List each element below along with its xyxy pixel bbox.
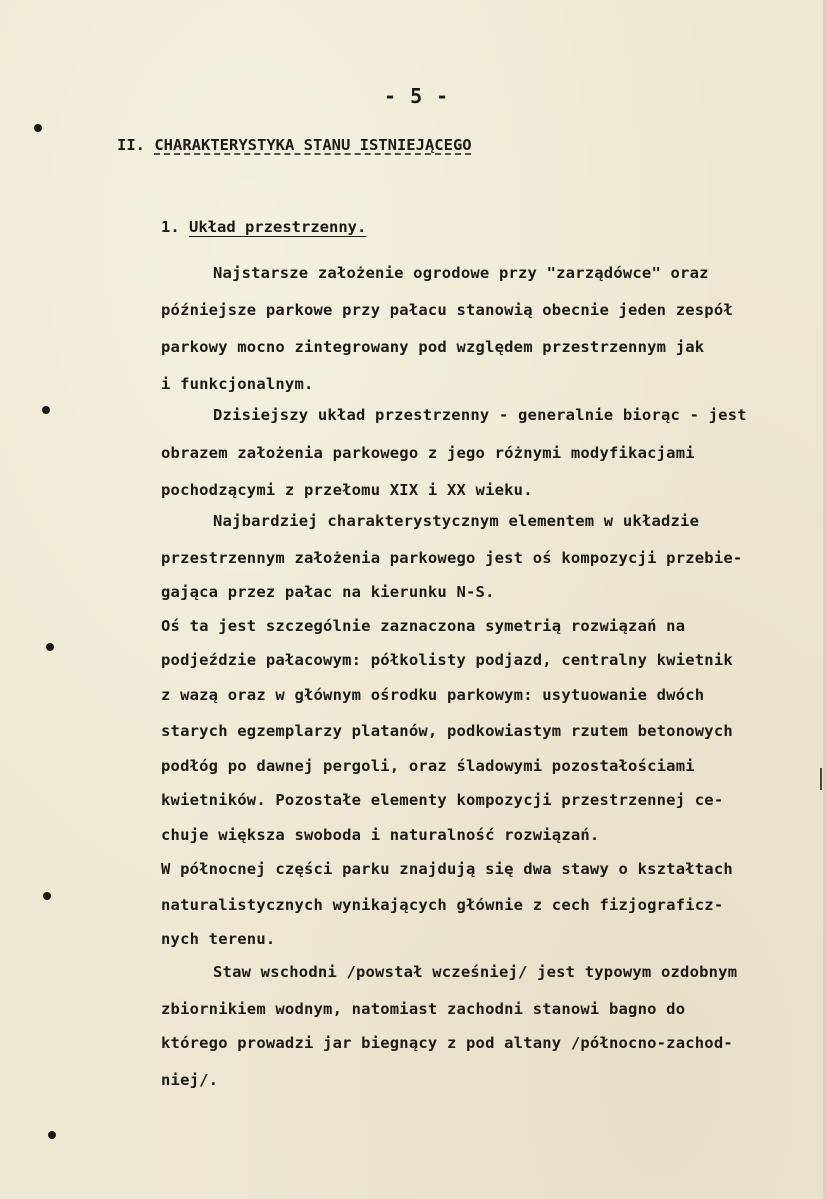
margin-mark — [820, 768, 822, 790]
text-line: z wazą oraz w głównym ośrodku parkowym: usytuowanie dwóch — [161, 686, 705, 704]
text-line: Oś ta jest szczególnie zaznaczona symetrią rozwiązań na — [161, 617, 686, 635]
text-line: Staw wschodni /powstał wcześniej/ jest typowym ozdobnym — [213, 963, 738, 981]
text-line: podjeździe pałacowym: półkolisty podjazd, centralny kwietnik — [161, 651, 733, 669]
punch-hole-mark — [46, 643, 54, 651]
section-number: II. — [117, 136, 145, 154]
section-title: CHARAKTERYSTYKA STANU ISTNIEJĄCEGO — [154, 136, 472, 154]
punch-hole-mark — [43, 892, 51, 900]
text-line: przestrzennym założenia parkowego jest oś kompozycji przebie- — [161, 549, 743, 567]
subsection-title: Układ przestrzenny. — [189, 218, 367, 236]
text-line: Najbardziej charakterystycznym elementem w układzie — [213, 512, 700, 530]
text-line: podłóg po dawnej pergoli, oraz śladowymi pozostałościami — [161, 757, 695, 775]
text-line: zbiornikiem wodnym, natomiast zachodni stanowi bagno do — [161, 1000, 686, 1018]
text-line: obrazem założenia parkowego z jego różnymi modyfikacjami — [161, 444, 695, 462]
text-line: Dzisiejszy układ przestrzenny - generalnie biorąc - jest — [213, 406, 747, 424]
subsection-heading — [161, 218, 366, 236]
text-line: którego prowadzi jar biegnący z pod altany /północno-zachod- — [161, 1034, 733, 1052]
text-line: niej/. — [161, 1071, 219, 1089]
text-line: kwietników. Pozostałe elementy kompozycji przestrzennej ce- — [161, 791, 724, 809]
punch-hole-mark — [34, 124, 42, 132]
text-line: naturalistycznych wynikających głównie z cech fizjograficz- — [161, 896, 724, 914]
text-line: parkowy mocno zintegrowany pod względem przestrzennym jak — [161, 338, 705, 356]
text-line: starych egzemplarzy platanów, podkowiastym rzutem betonowych — [161, 722, 733, 740]
text-line: chuje większa swoboda i naturalność rozwiązań. — [161, 826, 600, 844]
text-line: Najstarsze założenie ogrodowe przy "zarządówce" oraz — [213, 264, 709, 282]
text-line: nych terenu. — [161, 930, 276, 948]
text-line: W północnej części parku znajdują się dwa stawy o kształtach — [161, 860, 733, 878]
punch-hole-mark — [42, 406, 50, 414]
text-line: i funkcjonalnym. — [161, 375, 314, 393]
page-number: - 5 - — [384, 84, 450, 108]
text-line: późniejsze parkowe przy pałacu stanowią obecnie jeden zespół — [161, 301, 733, 319]
text-line: pochodzącymi z przełomu XIX i XX wieku. — [161, 481, 533, 499]
text-line: gająca przez pałac na kierunku N-S. — [161, 583, 495, 601]
section-heading — [117, 136, 472, 154]
subsection-number: 1. — [161, 218, 180, 236]
punch-hole-mark — [48, 1131, 56, 1139]
